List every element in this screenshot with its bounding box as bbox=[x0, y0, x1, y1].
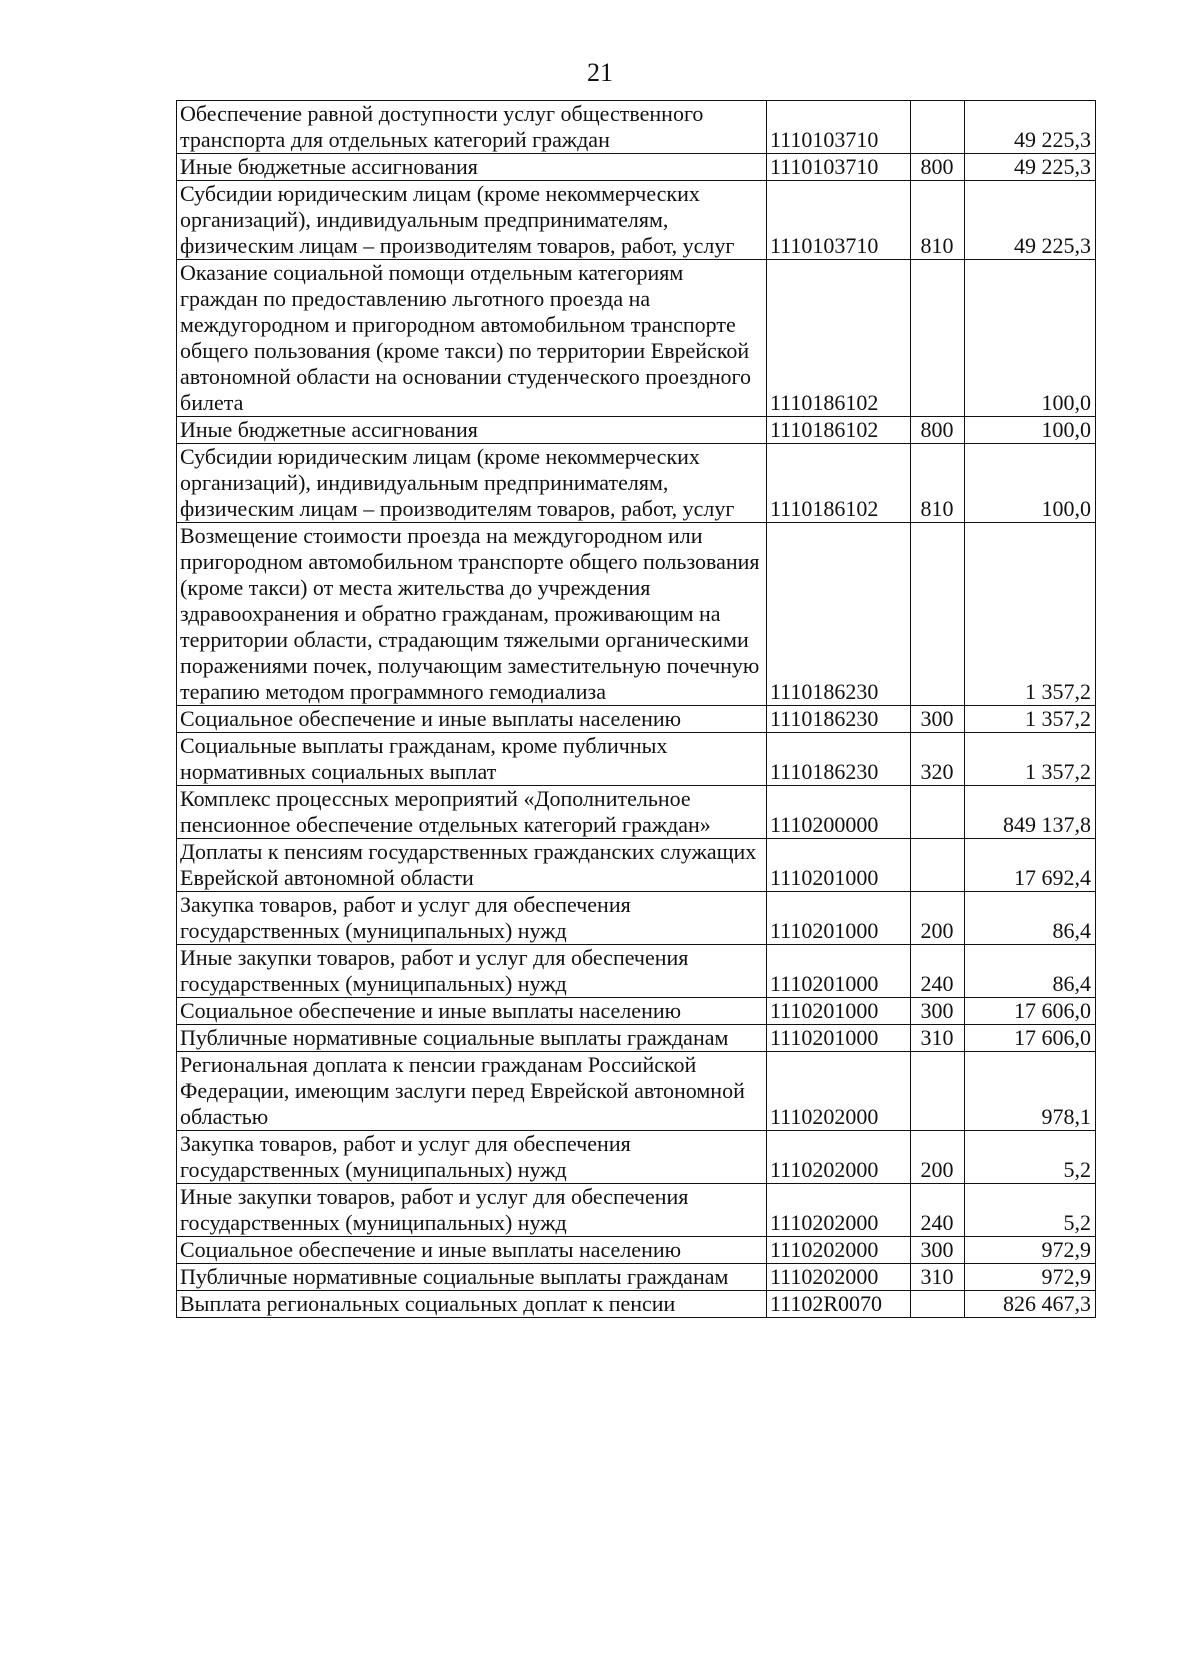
expense-type-code bbox=[911, 101, 965, 154]
expense-type-code: 240 bbox=[911, 1184, 965, 1237]
table-row bbox=[177, 101, 1096, 154]
amount: 1 357,2 bbox=[965, 706, 1096, 733]
amount: 978,1 bbox=[965, 1052, 1096, 1131]
table-row bbox=[177, 1025, 1096, 1052]
amount: 972,9 bbox=[965, 1237, 1096, 1264]
expense-type-code bbox=[911, 839, 965, 892]
table-row bbox=[177, 417, 1096, 444]
page-number: 21 bbox=[587, 58, 613, 87]
table-row bbox=[177, 1264, 1096, 1291]
target-article-code: 1110201000 bbox=[767, 839, 911, 892]
item-name: Возмещение стоимости проезда на междугородном или пригородном автомобильном транспорте общего пользования (кроме такси) от места жительства до учреждения здравоохранения и обратно гражданам, проживающим на территории области, страдающим тяжелыми органическими поражениями почек, получающим заместительную почечную терапию методом программного гемодиализа bbox=[177, 523, 767, 706]
item-name: Доплаты к пенсиям государственных гражданских служащих Еврейской автономной области bbox=[177, 839, 767, 892]
target-article-code: 1110186102 bbox=[767, 417, 911, 444]
table-row bbox=[177, 892, 1096, 945]
table-row bbox=[177, 786, 1096, 839]
target-article-code: 1110186230 bbox=[767, 733, 911, 786]
table-row bbox=[177, 706, 1096, 733]
target-article-code: 1110202000 bbox=[767, 1184, 911, 1237]
item-name: Социальное обеспечение и иные выплаты населению bbox=[177, 998, 767, 1025]
target-article-code: 1110186102 bbox=[767, 260, 911, 417]
expense-type-code bbox=[911, 1052, 965, 1131]
item-name: Социальное обеспечение и иные выплаты населению bbox=[177, 706, 767, 733]
target-article-code: 1110103710 bbox=[767, 154, 911, 181]
target-article-code: 1110103710 bbox=[767, 101, 911, 154]
expense-type-code: 300 bbox=[911, 1237, 965, 1264]
amount: 1 357,2 bbox=[965, 523, 1096, 706]
table-row bbox=[177, 181, 1096, 260]
expense-type-code: 200 bbox=[911, 892, 965, 945]
amount: 100,0 bbox=[965, 417, 1096, 444]
target-article-code: 1110103710 bbox=[767, 181, 911, 260]
expense-type-code: 310 bbox=[911, 1264, 965, 1291]
amount: 5,2 bbox=[965, 1184, 1096, 1237]
amount: 100,0 bbox=[965, 260, 1096, 417]
table-row bbox=[177, 1131, 1096, 1184]
target-article-code: 11102R0070 bbox=[767, 1291, 911, 1318]
table-row bbox=[177, 1291, 1096, 1318]
amount: 972,9 bbox=[965, 1264, 1096, 1291]
amount: 17 606,0 bbox=[965, 1025, 1096, 1052]
target-article-code: 1110202000 bbox=[767, 1237, 911, 1264]
amount: 49 225,3 bbox=[965, 154, 1096, 181]
expense-type-code: 310 bbox=[911, 1025, 965, 1052]
expense-type-code: 320 bbox=[911, 733, 965, 786]
item-name: Обеспечение равной доступности услуг общественного транспорта для отдельных категорий граждан bbox=[177, 101, 767, 154]
expense-type-code: 810 bbox=[911, 181, 965, 260]
expense-type-code: 200 bbox=[911, 1131, 965, 1184]
expense-type-code: 300 bbox=[911, 706, 965, 733]
item-name: Иные бюджетные ассигнования bbox=[177, 417, 767, 444]
target-article-code: 1110202000 bbox=[767, 1052, 911, 1131]
expense-type-code: 240 bbox=[911, 945, 965, 998]
item-name: Социальные выплаты гражданам, кроме публичных нормативных социальных выплат bbox=[177, 733, 767, 786]
expense-type-code: 800 bbox=[911, 154, 965, 181]
table-row bbox=[177, 945, 1096, 998]
amount: 86,4 bbox=[965, 892, 1096, 945]
target-article-code: 1110202000 bbox=[767, 1264, 911, 1291]
target-article-code: 1110201000 bbox=[767, 1025, 911, 1052]
item-name: Закупка товаров, работ и услуг для обеспечения государственных (муниципальных) нужд bbox=[177, 892, 767, 945]
amount: 49 225,3 bbox=[965, 101, 1096, 154]
item-name: Субсидии юридическим лицам (кроме некоммерческих организаций), индивидуальным предпринимателям, физическим лицам – производителям товаров, работ, услуг bbox=[177, 181, 767, 260]
item-name: Субсидии юридическим лицам (кроме некоммерческих организаций), индивидуальным предпринимателям, физическим лицам – производителям товаров, работ, услуг bbox=[177, 444, 767, 523]
item-name: Иные закупки товаров, работ и услуг для обеспечения государственных (муниципальных) нужд bbox=[177, 945, 767, 998]
amount: 86,4 bbox=[965, 945, 1096, 998]
item-name: Социальное обеспечение и иные выплаты населению bbox=[177, 1237, 767, 1264]
table-row bbox=[177, 1052, 1096, 1131]
target-article-code: 1110186230 bbox=[767, 523, 911, 706]
item-name: Иные бюджетные ассигнования bbox=[177, 154, 767, 181]
budget-table bbox=[176, 100, 1096, 1318]
amount: 17 692,4 bbox=[965, 839, 1096, 892]
amount: 17 606,0 bbox=[965, 998, 1096, 1025]
target-article-code: 1110186230 bbox=[767, 706, 911, 733]
table-row bbox=[177, 154, 1096, 181]
expense-type-code: 810 bbox=[911, 444, 965, 523]
table-row bbox=[177, 260, 1096, 417]
expense-type-code bbox=[911, 260, 965, 417]
expense-type-code bbox=[911, 1291, 965, 1318]
amount: 5,2 bbox=[965, 1131, 1096, 1184]
expense-type-code: 300 bbox=[911, 998, 965, 1025]
table-row bbox=[177, 444, 1096, 523]
table-row bbox=[177, 839, 1096, 892]
item-name: Публичные нормативные социальные выплаты гражданам bbox=[177, 1264, 767, 1291]
target-article-code: 1110201000 bbox=[767, 945, 911, 998]
item-name: Иные закупки товаров, работ и услуг для обеспечения государственных (муниципальных) нужд bbox=[177, 1184, 767, 1237]
item-name: Закупка товаров, работ и услуг для обеспечения государственных (муниципальных) нужд bbox=[177, 1131, 767, 1184]
item-name: Выплата региональных социальных доплат к пенсии bbox=[177, 1291, 767, 1318]
item-name: Региональная доплата к пенсии гражданам Российской Федерации, имеющим заслуги перед Еврейской автономной областью bbox=[177, 1052, 767, 1131]
target-article-code: 1110186102 bbox=[767, 444, 911, 523]
target-article-code: 1110202000 bbox=[767, 1131, 911, 1184]
amount: 849 137,8 bbox=[965, 786, 1096, 839]
expense-type-code bbox=[911, 786, 965, 839]
amount: 49 225,3 bbox=[965, 181, 1096, 260]
budget-table-body bbox=[177, 101, 1096, 1318]
table-row bbox=[177, 1184, 1096, 1237]
item-name: Публичные нормативные социальные выплаты гражданам bbox=[177, 1025, 767, 1052]
target-article-code: 1110201000 bbox=[767, 998, 911, 1025]
item-name: Оказание социальной помощи отдельным категориям граждан по предоставлению льготного проезда на междугородном и пригородном автомобильном транспорте общего пользования (кроме такси) по территории Еврейской автономной области на основании студенческого проездного билета bbox=[177, 260, 767, 417]
expense-type-code bbox=[911, 523, 965, 706]
item-name: Комплекс процессных мероприятий «Дополнительное пенсионное обеспечение отдельных категорий граждан» bbox=[177, 786, 767, 839]
table-row bbox=[177, 998, 1096, 1025]
target-article-code: 1110200000 bbox=[767, 786, 911, 839]
table-row bbox=[177, 733, 1096, 786]
table-row bbox=[177, 1237, 1096, 1264]
amount: 826 467,3 bbox=[965, 1291, 1096, 1318]
table-row bbox=[177, 523, 1096, 706]
target-article-code: 1110201000 bbox=[767, 892, 911, 945]
expense-type-code: 800 bbox=[911, 417, 965, 444]
amount: 1 357,2 bbox=[965, 733, 1096, 786]
amount: 100,0 bbox=[965, 444, 1096, 523]
